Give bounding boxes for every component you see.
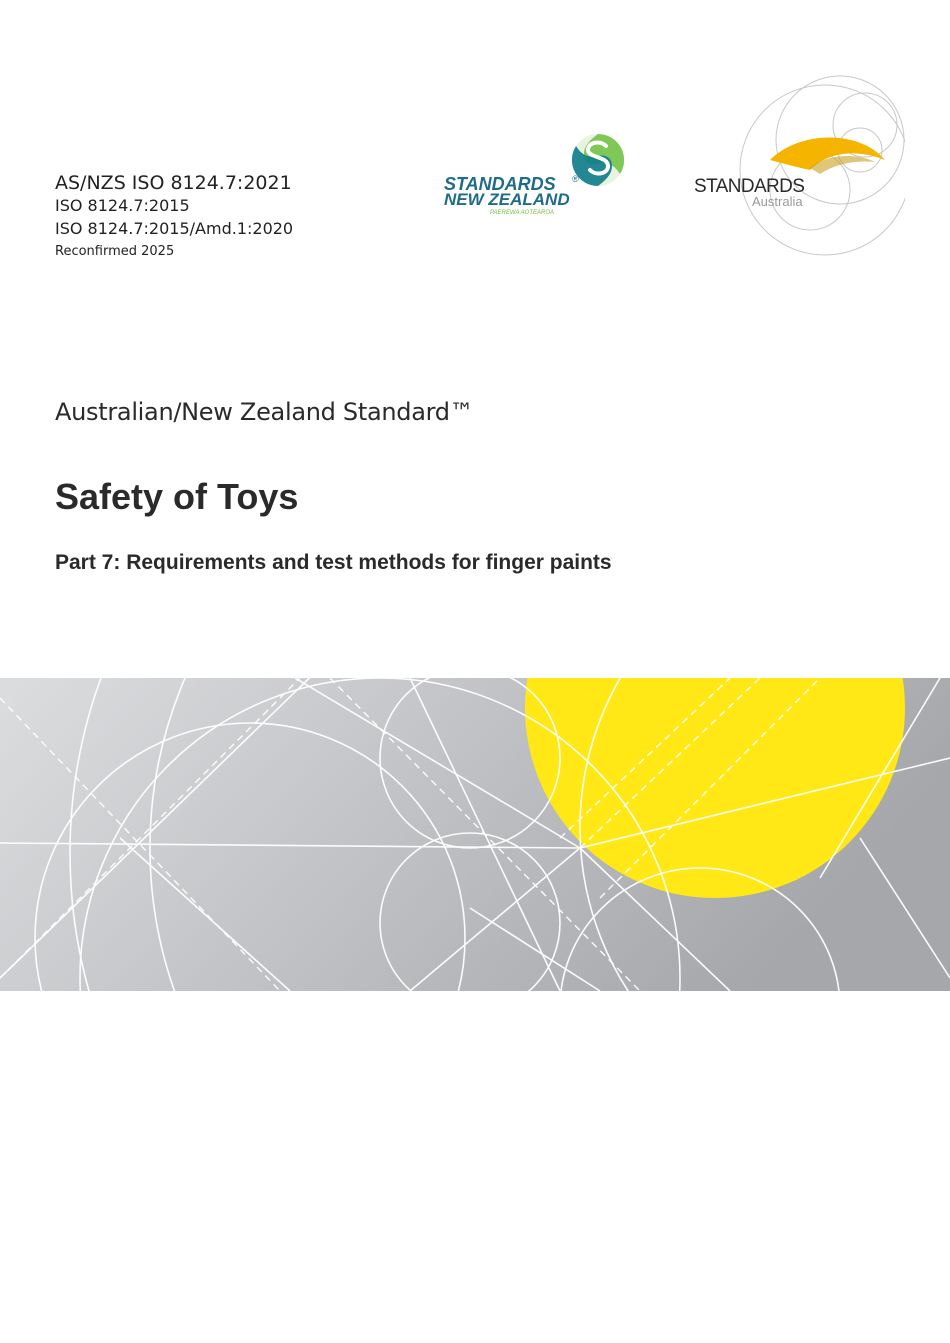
iso-number: ISO 8124.7:2015 (55, 196, 190, 215)
nz-logo-tagline: PAEREWA AOTEAROA (490, 210, 555, 216)
page-title: Safety of Toys (55, 476, 299, 517)
standard-type: Australian/New Zealand Standard™ (55, 398, 474, 426)
au-logo-name: STANDARDS (694, 176, 805, 197)
part-title: Part 7: Requirements and test methods for finger paints (55, 551, 612, 574)
nz-logo-line2: NEW ZEALAND (444, 190, 570, 209)
standard-identifiers (55, 172, 293, 264)
reconfirmed-note: Reconfirmed 2025 (55, 244, 175, 259)
standard-number: AS/NZS ISO 8124.7:2021 (55, 172, 292, 194)
au-logo-sub: Australia (752, 194, 803, 209)
decorative-banner (0, 678, 950, 991)
nz-logo-line1: STANDARDS (444, 174, 556, 194)
standards-new-zealand-logo (440, 130, 630, 220)
iso-amendment: ISO 8124.7:2015/Amd.1:2020 (55, 219, 294, 238)
standards-australia-logo (690, 70, 905, 285)
nz-logo-registered: ® (572, 174, 579, 184)
nz-swirl-icon (572, 134, 624, 186)
